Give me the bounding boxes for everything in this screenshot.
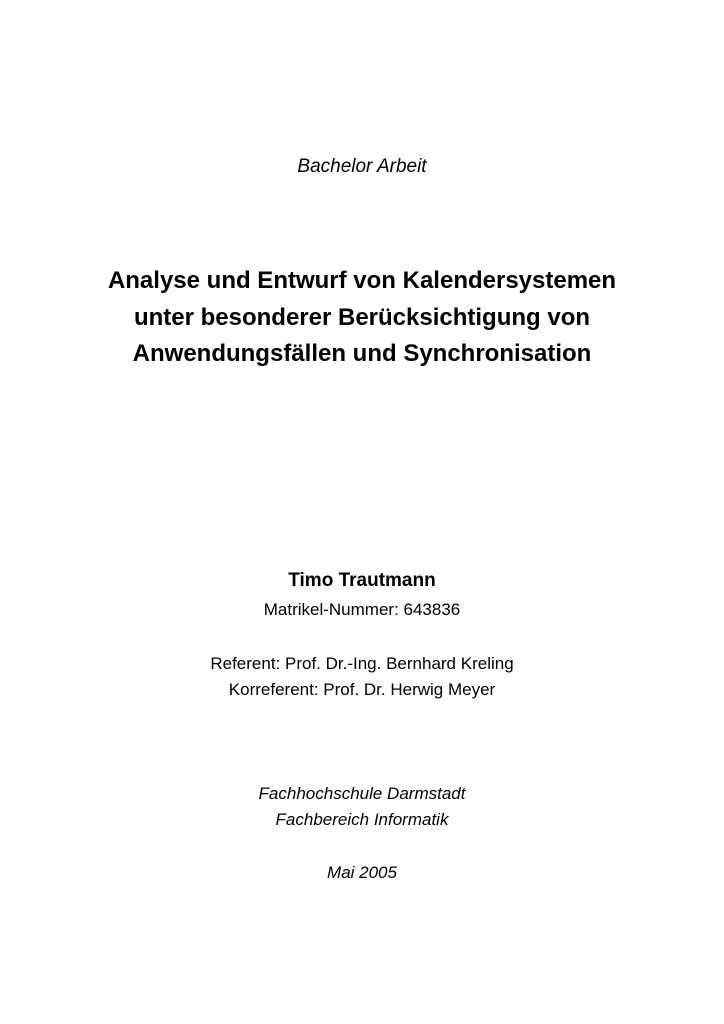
title-line-3: Anwendungsfällen und Synchronisation: [132, 340, 592, 367]
author-name: Timo Trautmann: [288, 570, 436, 591]
title-line-1: Analyse und Entwurf von Kalendersystemen: [107, 267, 617, 294]
korreferent: Korreferent: Prof. Dr. Herwig Meyer: [228, 680, 496, 699]
document-type: Bachelor Arbeit: [297, 156, 427, 177]
institution-line-2: Fachbereich Informatik: [275, 810, 449, 829]
referent: Referent: Prof. Dr.-Ing. Bernhard Kreling: [210, 654, 514, 673]
matrikel-number: Matrikel-Nummer: 643836: [263, 600, 461, 619]
title-line-2: unter besonderer Berücksichtigung von: [133, 304, 591, 331]
publication-date: Mai 2005: [327, 863, 397, 882]
institution-line-1: Fachhochschule Darmstadt: [258, 784, 466, 803]
